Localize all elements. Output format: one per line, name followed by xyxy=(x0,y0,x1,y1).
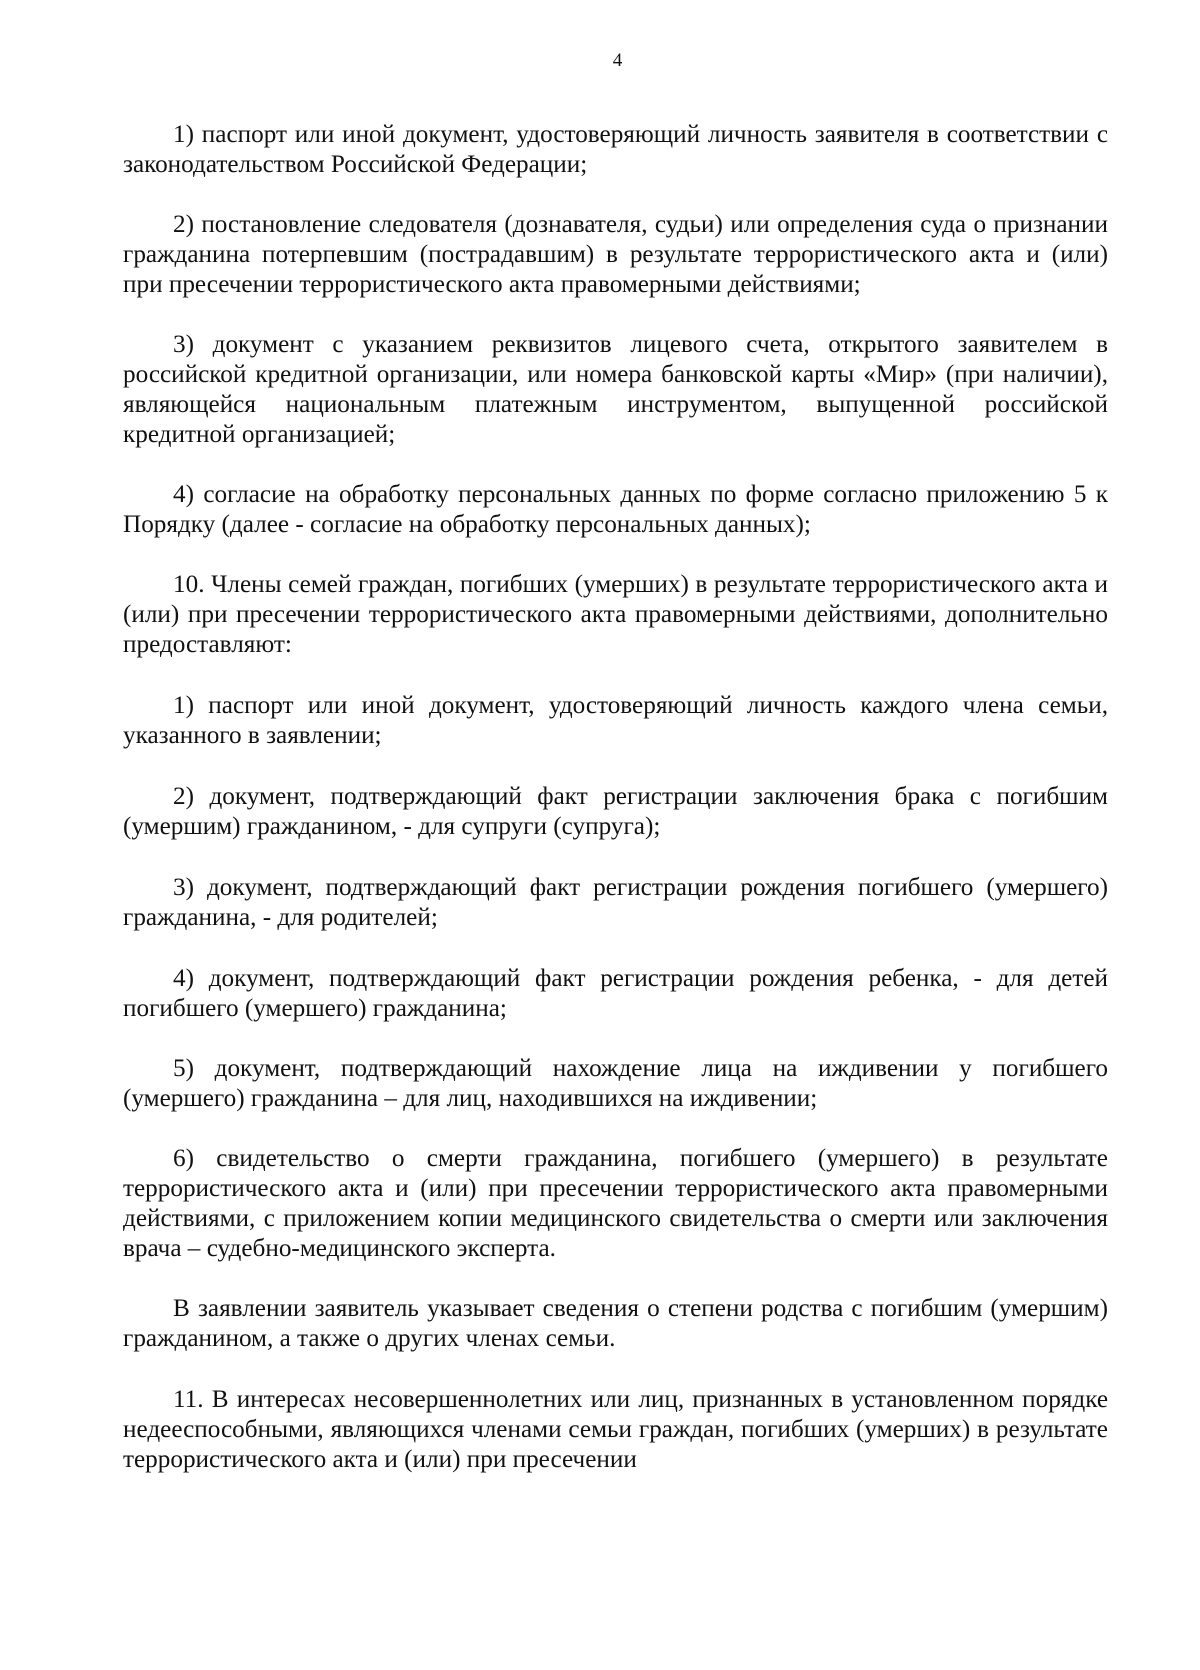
paragraph-section-10: 10. Члены семей граждан, погибших (умерших) в результате террористического акта и (или) при пресечении террористического акта правомерными действиями, дополнительно предоставляют: xyxy=(123,571,1108,658)
paragraph-item-2-resolution: 2) постановление следователя (дознавателя, судьи) или определения суда о признании гражданина потерпевшим (пострадавшим) в результате террористического акта и (или) при пресечении террористического акта правомерными действиями; xyxy=(123,211,1108,298)
paragraph-item-3-birth-parents: 3) документ, подтверждающий факт регистрации рождения погибшего (умершего) гражданина, - для родителей; xyxy=(123,874,1108,931)
page-number: 4 xyxy=(612,50,623,71)
paragraph-item-5-dependency: 5) документ, подтверждающий нахождение лица на иждивении у погибшего (умершего) гражданина – для лиц, находившихся на иждивении; xyxy=(123,1055,1108,1112)
paragraph-item-1-family-passport: 1) паспорт или иной документ, удостоверяющий личность каждого члена семьи, указанного в заявлении; xyxy=(123,692,1108,749)
paragraph-item-6-death-certificate: 6) свидетельство о смерти гражданина, погибшего (умершего) в результате террористического акта и (или) при пресечении террористического акта правомерными действиями, с приложением копии медицинского свидетельства о смерти или заключения врача – судебно-медицинского эксперта. xyxy=(123,1145,1108,1262)
paragraph-section-11: 11. В интересах несовершеннолетних или лиц, признанных в установленном порядке недееспособными, являющихся членами семьи граждан, погибших (умерших) в результате террористического акта и (или) при пресечении xyxy=(123,1386,1108,1473)
document-body xyxy=(123,120,1108,1475)
paragraph-item-1-passport: 1) паспорт или иной документ, удостоверяющий личность заявителя в соответствии с законодательством Российской Федерации; xyxy=(123,121,1108,178)
paragraph-item-3-bank-details: 3) документ с указанием реквизитов лицевого счета, открытого заявителем в российской кредитной организации, или номера банковской карты «Мир» (при наличии), являющейся национальным платежным инструментом, выпущенной российской кредитной организацией; xyxy=(123,331,1108,448)
paragraph-item-4-birth-children: 4) документ, подтверждающий факт регистрации рождения ребенка, - для детей погибшего (умершего) гражданина; xyxy=(123,965,1108,1022)
paragraph-item-2-marriage: 2) документ, подтверждающий факт регистрации заключения брака с погибшим (умершим) гражданином, - для супруги (супруга); xyxy=(123,783,1108,840)
paragraph-item-4-consent: 4) согласие на обработку персональных данных по форме согласно приложению 5 к Порядку (далее - согласие на обработку персональных данных); xyxy=(123,481,1108,538)
paragraph-kinship-note: В заявлении заявитель указывает сведения о степени родства с погибшим (умершим) гражданином, а также о других членах семьи. xyxy=(123,1295,1108,1352)
